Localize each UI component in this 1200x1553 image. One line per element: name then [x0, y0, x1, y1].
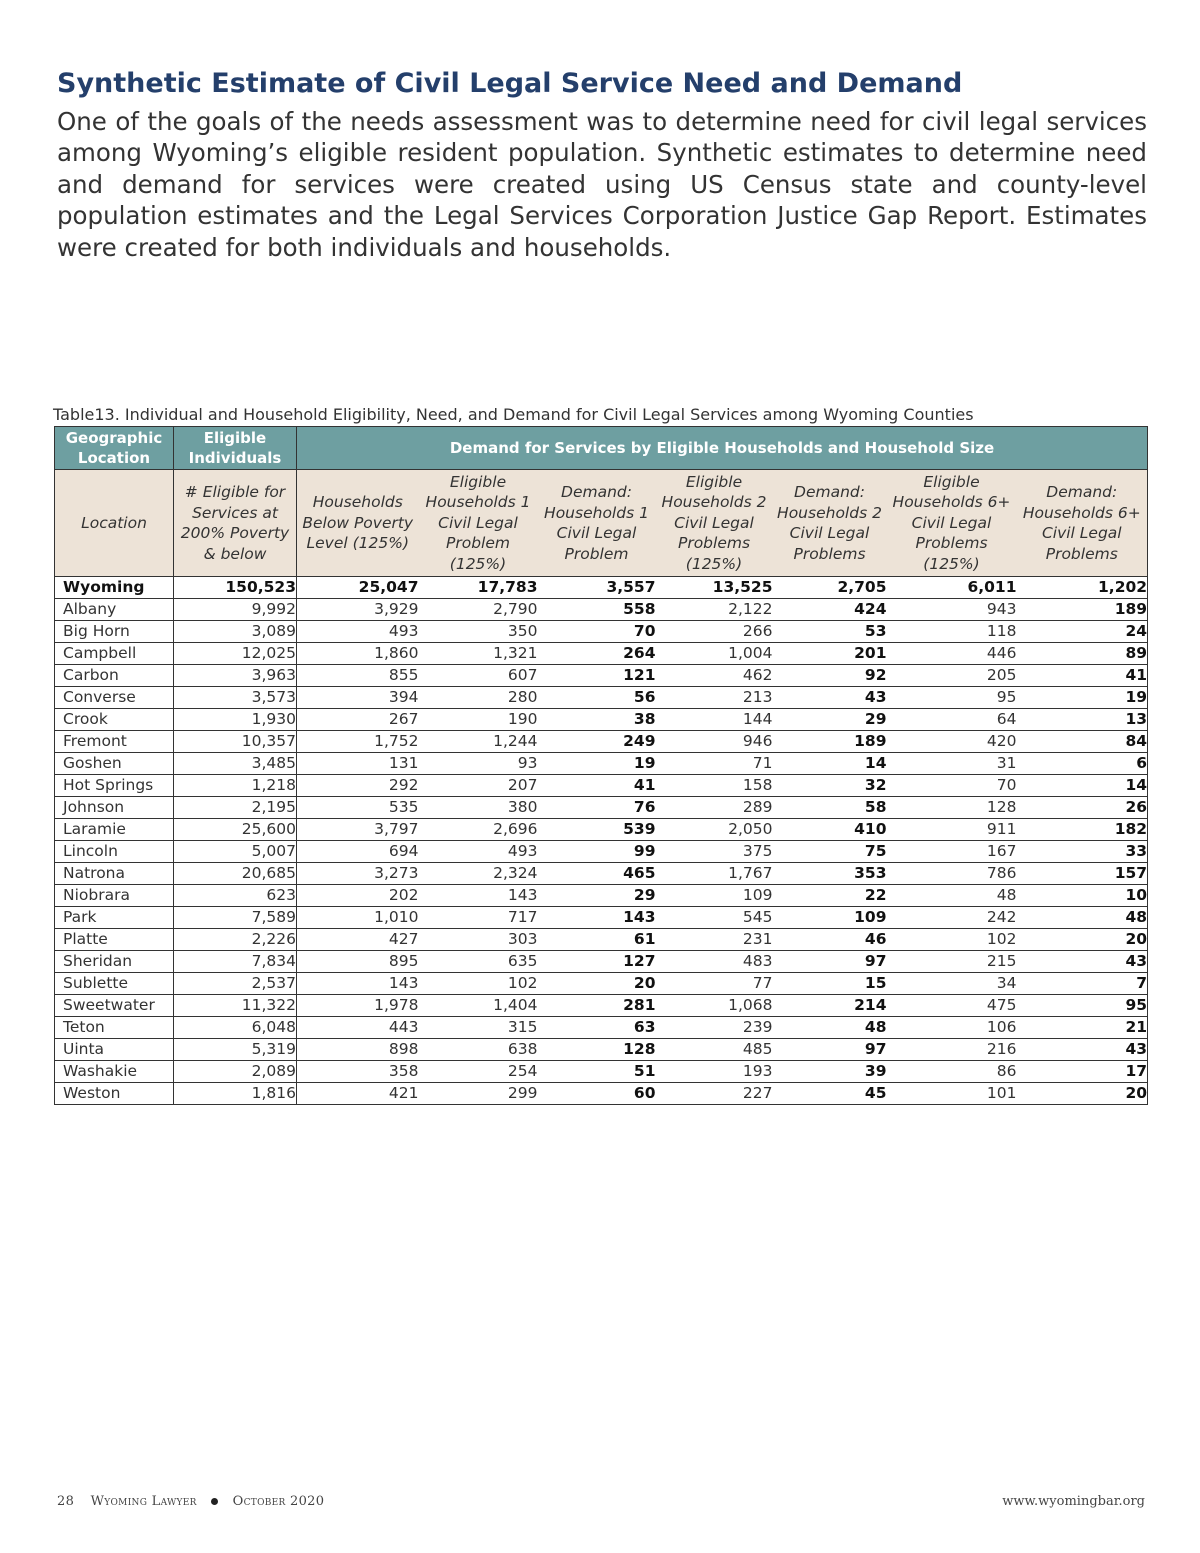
location-cell: Johnson [55, 797, 174, 819]
table-cell: 32 [773, 775, 887, 797]
table-cell: 56 [538, 687, 656, 709]
table-cell: 315 [419, 1017, 538, 1039]
table-cell: 281 [538, 995, 656, 1017]
table-cell: 19 [1017, 687, 1148, 709]
table-cell: 3,929 [297, 599, 419, 621]
table-cell: 946 [656, 731, 773, 753]
table-cell: 855 [297, 665, 419, 687]
table-row [55, 643, 1148, 665]
table-cell: 128 [538, 1039, 656, 1061]
table-row [55, 841, 1148, 863]
table-cell: 10 [1017, 885, 1148, 907]
table-cell: 12,025 [174, 643, 297, 665]
table-cell: 694 [297, 841, 419, 863]
table-row [55, 665, 1148, 687]
table-cell: 190 [419, 709, 538, 731]
table-cell: 1,010 [297, 907, 419, 929]
location-cell: Laramie [55, 819, 174, 841]
table-cell: 249 [538, 731, 656, 753]
location-cell: Fremont [55, 731, 174, 753]
location-cell: Teton [55, 1017, 174, 1039]
table-cell: 2,696 [419, 819, 538, 841]
table-cell: 465 [538, 863, 656, 885]
table-cell: 2,195 [174, 797, 297, 819]
table-cell: 33 [1017, 841, 1148, 863]
publication-name: Wyoming Lawyer [90, 1494, 197, 1509]
table-row [55, 577, 1148, 599]
table-cell: 2,089 [174, 1061, 297, 1083]
table-cell: 48 [1017, 907, 1148, 929]
table-cell: 14 [773, 753, 887, 775]
table-cell: 6 [1017, 753, 1148, 775]
location-cell: Wyoming [55, 577, 174, 599]
table-cell: 3,797 [297, 819, 419, 841]
table-cell: 895 [297, 951, 419, 973]
table-row [55, 929, 1148, 951]
table-row [55, 1017, 1148, 1039]
location-cell: Niobrara [55, 885, 174, 907]
table-cell: 264 [538, 643, 656, 665]
table-row [55, 995, 1148, 1017]
table-cell: 60 [538, 1083, 656, 1105]
table-cell: 143 [297, 973, 419, 995]
table-cell: 143 [538, 907, 656, 929]
group-header-row [55, 427, 1148, 470]
table-cell: 21 [1017, 1017, 1148, 1039]
table-cell: 2,050 [656, 819, 773, 841]
table-cell: 485 [656, 1039, 773, 1061]
page-number: 28 [57, 1494, 75, 1509]
table-cell: 202 [297, 885, 419, 907]
table-cell: 1,321 [419, 643, 538, 665]
location-cell: Goshen [55, 753, 174, 775]
table-cell: 121 [538, 665, 656, 687]
table-cell: 89 [1017, 643, 1148, 665]
table-row [55, 599, 1148, 621]
table-cell: 150,523 [174, 577, 297, 599]
table-cell: 43 [773, 687, 887, 709]
table-row [55, 731, 1148, 753]
table-cell: 20 [1017, 929, 1148, 951]
group-header-individuals: Eligible Individuals [174, 427, 297, 470]
table-cell: 443 [297, 1017, 419, 1039]
location-cell: Big Horn [55, 621, 174, 643]
table-cell: 1,767 [656, 863, 773, 885]
location-cell: Crook [55, 709, 174, 731]
intro-paragraph: One of the goals of the needs assessment was to determine need for civil legal services among Wyoming’s eligible resident population. Synthetic estimates to determine need and demand for services were created using US Census state and county-level population estimates and the Legal Services Corporation Justice Gap Report. Estimates were created for both individuals and households. [57, 107, 1147, 262]
table-cell: 1,004 [656, 643, 773, 665]
table-cell: 5,319 [174, 1039, 297, 1061]
table-cell: 911 [887, 819, 1017, 841]
table-cell: 144 [656, 709, 773, 731]
table-cell: 493 [297, 621, 419, 643]
column-header: # Eligible for Services at 200% Poverty & below [174, 470, 297, 577]
table-row [55, 1061, 1148, 1083]
table-cell: 2,790 [419, 599, 538, 621]
table-cell: 34 [887, 973, 1017, 995]
table-cell: 6,048 [174, 1017, 297, 1039]
table-cell: 14 [1017, 775, 1148, 797]
table-cell: 424 [773, 599, 887, 621]
table-cell: 106 [887, 1017, 1017, 1039]
table-cell: 41 [538, 775, 656, 797]
column-header: Demand: Households 2 Civil Legal Problems [773, 470, 887, 577]
table-cell: 943 [887, 599, 1017, 621]
table-cell: 13 [1017, 709, 1148, 731]
table-cell: 101 [887, 1083, 1017, 1105]
table-cell: 15 [773, 973, 887, 995]
table-cell: 61 [538, 929, 656, 951]
table-cell: 10,357 [174, 731, 297, 753]
table-cell: 1,978 [297, 995, 419, 1017]
table-cell: 189 [773, 731, 887, 753]
location-cell: Sweetwater [55, 995, 174, 1017]
table-cell: 45 [773, 1083, 887, 1105]
location-cell: Sublette [55, 973, 174, 995]
table-cell: 43 [1017, 1039, 1148, 1061]
table-cell: 25,600 [174, 819, 297, 841]
table-cell: 95 [1017, 995, 1148, 1017]
table-cell: 26 [1017, 797, 1148, 819]
table-cell: 3,557 [538, 577, 656, 599]
table-cell: 102 [419, 973, 538, 995]
location-cell: Lincoln [55, 841, 174, 863]
table-row [55, 1039, 1148, 1061]
table-cell: 216 [887, 1039, 1017, 1061]
table-cell: 99 [538, 841, 656, 863]
table-cell: 1,752 [297, 731, 419, 753]
table-cell: 1,218 [174, 775, 297, 797]
table-cell: 158 [656, 775, 773, 797]
table-cell: 1,816 [174, 1083, 297, 1105]
table-cell: 46 [773, 929, 887, 951]
table-cell: 2,226 [174, 929, 297, 951]
table-cell: 1,930 [174, 709, 297, 731]
location-cell: Platte [55, 929, 174, 951]
table-cell: 86 [887, 1061, 1017, 1083]
table-cell: 239 [656, 1017, 773, 1039]
table-cell: 167 [887, 841, 1017, 863]
table-cell: 289 [656, 797, 773, 819]
table-cell: 157 [1017, 863, 1148, 885]
table-row [55, 687, 1148, 709]
table-cell: 11,322 [174, 995, 297, 1017]
table-cell: 303 [419, 929, 538, 951]
table-cell: 410 [773, 819, 887, 841]
table-cell: 189 [1017, 599, 1148, 621]
table-row [55, 1083, 1148, 1105]
table-cell: 3,963 [174, 665, 297, 687]
table-cell: 9,992 [174, 599, 297, 621]
table-row [55, 819, 1148, 841]
table-cell: 97 [773, 1039, 887, 1061]
table-cell: 394 [297, 687, 419, 709]
table-cell: 20 [1017, 1083, 1148, 1105]
table-cell: 51 [538, 1061, 656, 1083]
page-title: Synthetic Estimate of Civil Legal Service Need and Demand [57, 68, 963, 99]
table-row [55, 973, 1148, 995]
table-cell: 717 [419, 907, 538, 929]
location-cell: Converse [55, 687, 174, 709]
table-cell: 266 [656, 621, 773, 643]
table-cell: 427 [297, 929, 419, 951]
location-cell: Uinta [55, 1039, 174, 1061]
table-cell: 207 [419, 775, 538, 797]
table-cell: 43 [1017, 951, 1148, 973]
column-header: Location [55, 470, 174, 577]
table-cell: 3,573 [174, 687, 297, 709]
table-cell: 420 [887, 731, 1017, 753]
table-cell: 1,068 [656, 995, 773, 1017]
table-cell: 5,007 [174, 841, 297, 863]
table-cell: 607 [419, 665, 538, 687]
column-header: Demand: Households 6+ Civil Legal Problems [1017, 470, 1148, 577]
table-cell: 1,244 [419, 731, 538, 753]
table-cell: 20 [538, 973, 656, 995]
table-cell: 535 [297, 797, 419, 819]
table-cell: 127 [538, 951, 656, 973]
column-header: Eligible Households 1 Civil Legal Problem (125%) [419, 470, 538, 577]
table-cell: 48 [773, 1017, 887, 1039]
table-cell: 267 [297, 709, 419, 731]
table-cell: 558 [538, 599, 656, 621]
table-cell: 70 [887, 775, 1017, 797]
table-cell: 39 [773, 1061, 887, 1083]
column-header: Demand: Households 1 Civil Legal Problem [538, 470, 656, 577]
table-cell: 205 [887, 665, 1017, 687]
table-body [55, 577, 1148, 1105]
table-cell: 292 [297, 775, 419, 797]
table-cell: 350 [419, 621, 538, 643]
table-cell: 1,404 [419, 995, 538, 1017]
location-cell: Washakie [55, 1061, 174, 1083]
table-cell: 29 [773, 709, 887, 731]
table-cell: 623 [174, 885, 297, 907]
table-cell: 3,273 [297, 863, 419, 885]
table-cell: 483 [656, 951, 773, 973]
bullet-icon [211, 1498, 218, 1505]
table-row [55, 709, 1148, 731]
table-cell: 353 [773, 863, 887, 885]
table-cell: 76 [538, 797, 656, 819]
table-row [55, 797, 1148, 819]
table-cell: 93 [419, 753, 538, 775]
table-cell: 13,525 [656, 577, 773, 599]
table-row [55, 753, 1148, 775]
table-cell: 421 [297, 1083, 419, 1105]
table-cell: 131 [297, 753, 419, 775]
table-cell: 182 [1017, 819, 1148, 841]
table-cell: 545 [656, 907, 773, 929]
table-cell: 201 [773, 643, 887, 665]
issue-date: October 2020 [232, 1494, 325, 1509]
table-cell: 38 [538, 709, 656, 731]
group-header-demand: Demand for Services by Eligible Households and Household Size [297, 427, 1148, 470]
table-cell: 231 [656, 929, 773, 951]
table-cell: 84 [1017, 731, 1148, 753]
table-cell: 462 [656, 665, 773, 687]
table-cell: 29 [538, 885, 656, 907]
table-cell: 227 [656, 1083, 773, 1105]
table-cell: 92 [773, 665, 887, 687]
column-header: Eligible Households 6+ Civil Legal Problems (125%) [887, 470, 1017, 577]
table-cell: 193 [656, 1061, 773, 1083]
table-cell: 95 [887, 687, 1017, 709]
table-cell: 143 [419, 885, 538, 907]
table-cell: 299 [419, 1083, 538, 1105]
table-cell: 2,537 [174, 973, 297, 995]
table-row [55, 907, 1148, 929]
location-cell: Hot Springs [55, 775, 174, 797]
location-cell: Campbell [55, 643, 174, 665]
table-cell: 75 [773, 841, 887, 863]
table-cell: 242 [887, 907, 1017, 929]
table-cell: 31 [887, 753, 1017, 775]
table-cell: 20,685 [174, 863, 297, 885]
table-cell: 635 [419, 951, 538, 973]
table-cell: 3,089 [174, 621, 297, 643]
table-cell: 254 [419, 1061, 538, 1083]
table-cell: 25,047 [297, 577, 419, 599]
footer-publication [57, 1494, 324, 1509]
table-cell: 48 [887, 885, 1017, 907]
table-row [55, 775, 1148, 797]
table-cell: 63 [538, 1017, 656, 1039]
table-cell: 446 [887, 643, 1017, 665]
table-cell: 2,122 [656, 599, 773, 621]
table-cell: 213 [656, 687, 773, 709]
table-cell: 71 [656, 753, 773, 775]
table-cell: 97 [773, 951, 887, 973]
location-cell: Natrona [55, 863, 174, 885]
table-cell: 109 [656, 885, 773, 907]
table-cell: 109 [773, 907, 887, 929]
table-cell: 19 [538, 753, 656, 775]
table-cell: 1,860 [297, 643, 419, 665]
table-cell: 77 [656, 973, 773, 995]
table-cell: 41 [1017, 665, 1148, 687]
location-cell: Carbon [55, 665, 174, 687]
column-header: Households Below Poverty Level (125%) [297, 470, 419, 577]
table-cell: 118 [887, 621, 1017, 643]
column-header-row [55, 470, 1148, 577]
table-cell: 7 [1017, 973, 1148, 995]
table-cell: 475 [887, 995, 1017, 1017]
table-cell: 638 [419, 1039, 538, 1061]
table-cell: 128 [887, 797, 1017, 819]
table-cell: 898 [297, 1039, 419, 1061]
table-cell: 2,705 [773, 577, 887, 599]
eligibility-table [54, 426, 1148, 1105]
table-cell: 786 [887, 863, 1017, 885]
table-cell: 53 [773, 621, 887, 643]
table-cell: 3,485 [174, 753, 297, 775]
table-cell: 375 [656, 841, 773, 863]
table-cell: 1,202 [1017, 577, 1148, 599]
table-cell: 2,324 [419, 863, 538, 885]
table-cell: 17 [1017, 1061, 1148, 1083]
table-cell: 215 [887, 951, 1017, 973]
table-cell: 7,834 [174, 951, 297, 973]
table-cell: 70 [538, 621, 656, 643]
location-cell: Weston [55, 1083, 174, 1105]
table-cell: 22 [773, 885, 887, 907]
table-cell: 17,783 [419, 577, 538, 599]
table-cell: 280 [419, 687, 538, 709]
table-cell: 214 [773, 995, 887, 1017]
table-row [55, 951, 1148, 973]
table-row [55, 863, 1148, 885]
table-row [55, 885, 1148, 907]
table-cell: 64 [887, 709, 1017, 731]
table-cell: 380 [419, 797, 538, 819]
group-header-location: Geographic Location [55, 427, 174, 470]
location-cell: Park [55, 907, 174, 929]
table-caption: Table13. Individual and Household Eligibility, Need, and Demand for Civil Legal Services among Wyoming Counties [53, 405, 974, 424]
table-cell: 102 [887, 929, 1017, 951]
column-header: Eligible Households 2 Civil Legal Problems (125%) [656, 470, 773, 577]
table-row [55, 621, 1148, 643]
location-cell: Sheridan [55, 951, 174, 973]
table-cell: 6,011 [887, 577, 1017, 599]
table-cell: 58 [773, 797, 887, 819]
table-cell: 24 [1017, 621, 1148, 643]
footer-website: www.wyomingbar.org [1002, 1494, 1145, 1509]
location-cell: Albany [55, 599, 174, 621]
table-cell: 358 [297, 1061, 419, 1083]
table-cell: 493 [419, 841, 538, 863]
table-cell: 539 [538, 819, 656, 841]
table-cell: 7,589 [174, 907, 297, 929]
